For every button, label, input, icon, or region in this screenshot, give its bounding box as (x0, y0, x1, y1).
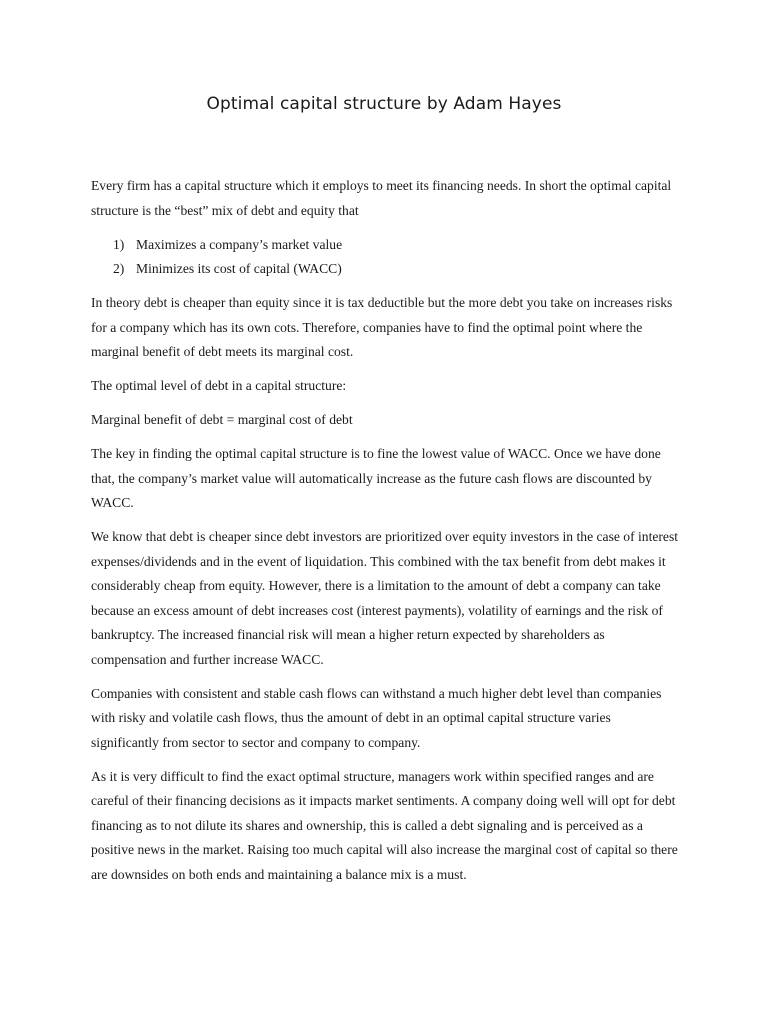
financing-decisions-paragraph: As it is very difficult to find the exact optimal structure, managers work within specified ranges and are careful of their financing decisions as it impacts market sentiments. A company doing well will opt for debt financing as to not dilute its shares and ownership, this is called a debt signaling and is perceived as a positive news in the market. Raising too much capital will also increase the marginal cost of capital so there are downsides on both ends and maintaining a balance mix is a must. (91, 768, 678, 882)
list-item-number: 2) (113, 261, 125, 276)
list-item-text: Minimizes its cost of capital (WACC) (136, 261, 342, 276)
list-item-text: Maximizes a company’s market value (136, 236, 343, 252)
list-item (91, 257, 681, 282)
list-item-number: 1) (113, 236, 125, 252)
objectives-list (91, 233, 681, 282)
debt-theory-paragraph: In theory debt is cheaper than equity since it is tax deductible but the more debt you take on increases risks for a company which has its own cots. Therefore, companies have to find the optimal point where the marginal benefit of debt meets its marginal cost. (91, 295, 673, 359)
list-item (91, 233, 681, 258)
cash-flow-paragraph: Companies with consistent and stable cash flows can withstand a much higher debt level than companies with risky and volatile cash flows, thus the amount of debt in an optimal capital structure varies significantly from sector to sector and company to company. (91, 685, 662, 750)
optimal-level-heading: The optimal level of debt in a capital structure: (91, 378, 347, 393)
wacc-paragraph: The key in finding the optimal capital structure is to fine the lowest value of WACC. Once we have done that, the company’s market value will automatically increase as the future cash flows are discounted by WACC. (91, 446, 661, 510)
document-title: Optimal capital structure by Adam Hayes (206, 94, 562, 114)
debt-limitation-paragraph: We know that debt is cheaper since debt investors are prioritized over equity investors in the case of interest expenses/dividends and in the event of liquidation. This combined with the tax benefit from debt makes it considerably cheap from equity. However, there is a limitation to the amount of debt a company can take because an excess amount of debt increases cost (interest payments), volatility of earnings and the risk of bankruptcy. The increased financial risk will mean a higher return expected by shareholders as compensation and further increase WACC. (91, 529, 679, 667)
formula-line: Marginal benefit of debt = marginal cost of debt (91, 412, 353, 427)
intro-paragraph: Every firm has a capital structure which it employs to meet its financing needs. In short the optimal capital structure is the “best” mix of debt and equity that (91, 178, 672, 218)
document-body (91, 174, 681, 897)
